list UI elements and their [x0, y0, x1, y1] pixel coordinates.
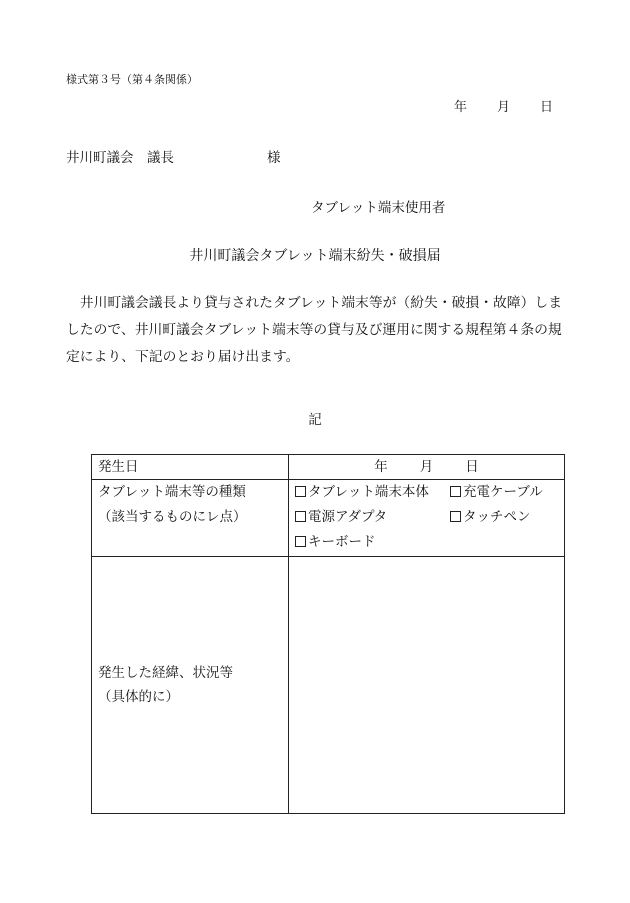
option-touch-pen[interactable]: タッチペン: [450, 505, 560, 530]
addressee: [66, 146, 281, 166]
submitter-label: タブレット端末使用者: [311, 200, 446, 216]
document-title: 井川町議会タブレット端末紛失・破損届: [189, 248, 441, 264]
ki-heading: 記: [308, 412, 322, 428]
occurrence-year: 年: [374, 459, 388, 475]
date-day-label: 日: [540, 100, 554, 115]
checkbox-icon[interactable]: [450, 486, 461, 497]
occurrence-date-field[interactable]: [289, 455, 565, 480]
details-note: （具体的に）: [98, 689, 179, 705]
device-type-note: （該当するものにレ点）: [98, 509, 247, 525]
submission-date: [454, 96, 553, 115]
device-type-row: [92, 480, 565, 557]
report-form-table: [91, 454, 565, 814]
device-type-options: [289, 480, 565, 557]
option-charging-cable[interactable]: 充電ケーブル: [450, 480, 560, 505]
checkbox-icon[interactable]: [295, 511, 306, 522]
addressee-honorific: 様: [267, 150, 281, 166]
checkbox-icon[interactable]: [295, 486, 306, 497]
body-paragraph: 井川町議会議長より貸与されたタブレット端末等が（紛失・破損・故障）しましたので、井川町議会タブレット端末等の貸与及び運用に関する規程第４条の規定により、下記のとおり届け出ます。: [66, 295, 562, 365]
details-label: 発生した経緯、状況等: [98, 665, 233, 681]
addressee-name: 井川町議会 議長: [66, 150, 174, 166]
occurrence-date-row: [92, 455, 565, 480]
checkbox-icon[interactable]: [295, 536, 306, 547]
date-year-label: 年: [454, 100, 468, 115]
option-keyboard[interactable]: キーボード: [295, 530, 450, 555]
option-tablet[interactable]: タブレット端末本体: [295, 480, 450, 505]
occurrence-date-label: 発生日: [92, 455, 289, 480]
checkbox-icon[interactable]: [450, 511, 461, 522]
details-label-cell: [92, 557, 289, 814]
device-type-label-cell: [92, 480, 289, 557]
details-input-area[interactable]: [289, 557, 565, 814]
date-month-label: 月: [497, 100, 511, 115]
occurrence-month: 月: [419, 459, 434, 475]
device-type-label: タブレット端末等の種類: [98, 484, 246, 500]
occurrence-day: 日: [465, 459, 479, 475]
option-power-adapter[interactable]: 電源アダプタ: [295, 505, 450, 530]
form-number: 様式第３号（第４条関係）: [66, 73, 198, 86]
details-row: [92, 557, 565, 814]
